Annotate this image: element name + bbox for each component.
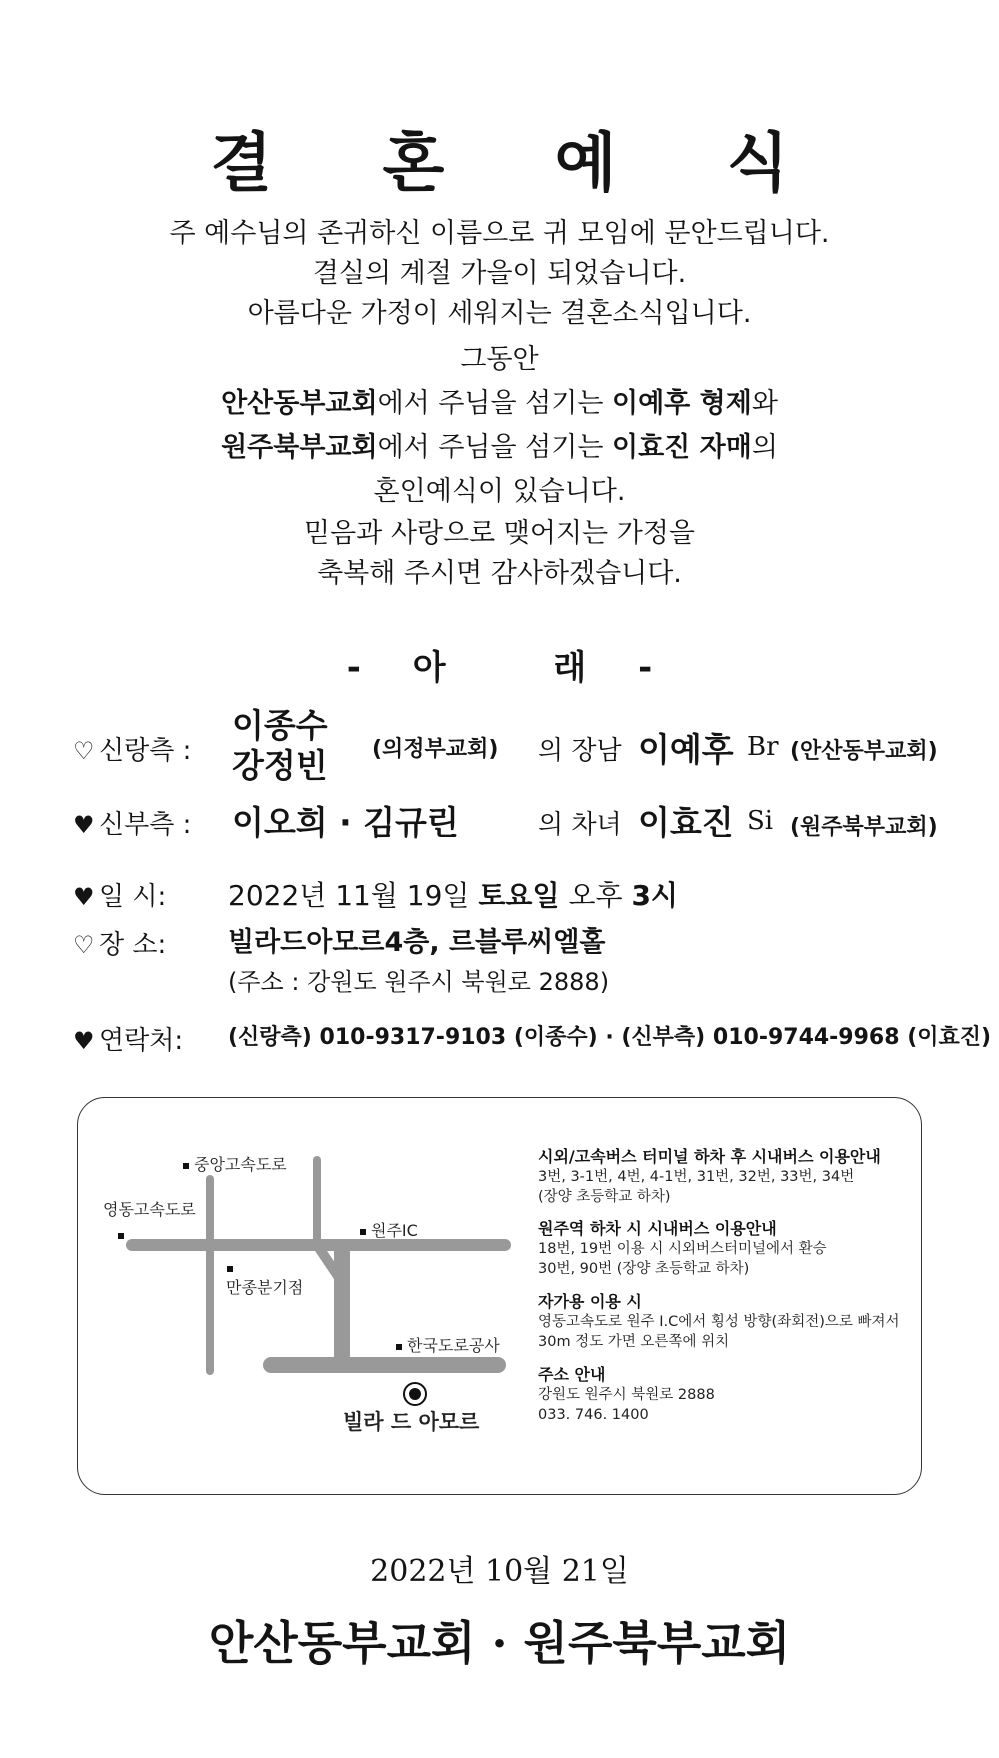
bride-name: 이효진 자매 bbox=[612, 432, 752, 463]
wedding-day: 토요일 bbox=[478, 879, 560, 912]
notice-char: 래 bbox=[553, 648, 587, 688]
directions-heading: 주소 안내 bbox=[538, 1365, 606, 1384]
bride-title: Si bbox=[747, 806, 774, 836]
map-label-text: 한국도로공사 bbox=[407, 1336, 500, 1355]
directions-heading: 자가용 이용 시 bbox=[538, 1292, 642, 1311]
place-label bbox=[73, 924, 166, 961]
body-text-fragment: 에서 주님을 섬기는 bbox=[377, 432, 612, 463]
directions-line: 30번, 90번 (장양 초등학교 하차) bbox=[538, 1261, 750, 1277]
bride-church: (원주북부교회) bbox=[790, 815, 938, 840]
map-dot-icon bbox=[183, 1163, 189, 1169]
body-line-4: 혼인예식이 있습니다. bbox=[373, 476, 626, 507]
groom-church: 안산동부교회 bbox=[221, 388, 378, 419]
map-dot-icon bbox=[118, 1225, 129, 1244]
directions-heading: 시외/고속버스 터미널 하차 후 시내버스 이용안내 bbox=[538, 1147, 881, 1166]
bride-label-text: 신부측 : bbox=[99, 810, 192, 840]
groom-mother: 강정빈 bbox=[232, 746, 328, 785]
directions-line: 3번, 3-1번, 4번, 4-1번, 31번, 32번, 33번, 34번 bbox=[538, 1169, 855, 1185]
map-label-korea-ex bbox=[396, 1333, 500, 1356]
groom-label-text: 신랑측 : bbox=[99, 736, 192, 766]
map-label-manjong: 만종분기점 bbox=[226, 1278, 304, 1297]
bride-label bbox=[73, 804, 191, 841]
intro-line: 결실의 계절 가을이 되었습니다. bbox=[312, 258, 687, 289]
heart-outline-icon: ♡ bbox=[73, 737, 95, 765]
directions-line: 18번, 19번 이용 시 시외버스터미널에서 환승 bbox=[538, 1241, 827, 1257]
body-line-3 bbox=[0, 426, 999, 470]
heart-filled-icon: ♥ bbox=[73, 811, 95, 839]
directions-heading: 원주역 하차 시 시내버스 이용안내 bbox=[538, 1219, 777, 1238]
datetime-label-text: 일 시: bbox=[99, 882, 167, 912]
contact-label-text: 연락처: bbox=[99, 1026, 184, 1056]
blessing bbox=[0, 514, 999, 594]
datetime-value bbox=[228, 874, 678, 914]
directions-train bbox=[538, 1219, 827, 1279]
intro bbox=[0, 214, 999, 334]
groom-parent-church: (의정부교회) bbox=[372, 737, 499, 762]
notice-dash: - bbox=[346, 648, 361, 688]
place-label-text: 장 소: bbox=[99, 930, 167, 960]
wedding-date: 2022년 11월 19일 bbox=[228, 879, 470, 912]
bride-church: 원주북부교회 bbox=[221, 432, 378, 463]
groom-label bbox=[73, 730, 191, 767]
body-line-2 bbox=[0, 382, 999, 426]
map-label-wonju-ic bbox=[360, 1218, 418, 1241]
groom-father: 이종수 bbox=[232, 706, 328, 745]
venue-address: (주소 : 강원도 원주시 북원로 2888) bbox=[228, 968, 610, 996]
directions-car bbox=[538, 1292, 900, 1352]
heart-filled-icon: ♥ bbox=[73, 1027, 95, 1055]
map-label-text: 중앙고속도로 bbox=[194, 1155, 287, 1174]
contact-numbers: (신랑측) 010-9317-9103 (이종수) · (신부측) 010-9744-9968 (이효진) bbox=[228, 1025, 992, 1050]
venue-marker-dot bbox=[409, 1388, 421, 1400]
groom-parents bbox=[232, 706, 328, 786]
body-text-fragment: 에서 주님을 섬기는 bbox=[377, 388, 612, 419]
blessing-line: 믿음과 사랑으로 맺어지는 가정을 bbox=[304, 518, 695, 549]
notice-heading bbox=[0, 640, 999, 689]
directions-line: 영동고속도로 원주 I.C에서 횡성 방향(좌회전)으로 빠져서 bbox=[538, 1314, 900, 1330]
page-title: 결 혼 예 식 bbox=[210, 126, 833, 201]
map-label-central bbox=[183, 1152, 287, 1175]
notice-dash: - bbox=[638, 648, 653, 688]
directions-line: 강원도 원주시 북원로 2888 bbox=[538, 1387, 715, 1403]
body-text bbox=[0, 338, 999, 514]
notice-char: 아 bbox=[412, 648, 446, 688]
map-label-venue: 빌라 드 아모르 bbox=[343, 1410, 480, 1434]
heart-filled-icon: ♥ bbox=[73, 883, 95, 911]
groom-name: 이예후 bbox=[638, 730, 734, 769]
directions-bus bbox=[538, 1147, 881, 1207]
map-dot-icon bbox=[360, 1229, 366, 1235]
map-label-yeongdong: 영동고속도로 bbox=[103, 1200, 196, 1219]
body-text-fragment: 의 bbox=[751, 432, 778, 463]
directions-line: (장양 초등학교 하차) bbox=[538, 1189, 671, 1205]
map-dot-icon bbox=[396, 1344, 402, 1350]
directions-address bbox=[538, 1365, 715, 1425]
intro-line: 주 예수님의 존귀하신 이름으로 귀 모임에 문안드립니다. bbox=[169, 218, 830, 249]
heart-outline-icon: ♡ bbox=[73, 931, 95, 959]
bride-parents: 이오희 · 김규린 bbox=[232, 803, 459, 842]
directions-line: 033. 746. 1400 bbox=[538, 1407, 649, 1423]
blessing-line: 축복해 주시면 감사하겠습니다. bbox=[317, 558, 682, 589]
venue-name: 빌라드아모르4층, 르블루씨엘홀 bbox=[228, 927, 606, 958]
contact-label bbox=[73, 1020, 183, 1057]
groom-relation: 의 장남 bbox=[538, 736, 622, 766]
directions-line: 30m 정도 가면 오른쪽에 위치 bbox=[538, 1334, 730, 1350]
map-label-text: 원주IC bbox=[371, 1221, 418, 1240]
datetime-label bbox=[73, 876, 166, 913]
wedding-ampm: 오후 bbox=[568, 879, 623, 912]
groom-church: (안산동부교회) bbox=[790, 739, 938, 764]
issue-date: 2022년 10월 21일 bbox=[370, 1554, 629, 1589]
groom-name: 이예후 형제 bbox=[612, 388, 752, 419]
bride-name: 이효진 bbox=[638, 803, 734, 842]
bride-relation: 의 차녀 bbox=[538, 810, 622, 840]
body-line-1: 그동안 bbox=[460, 344, 539, 375]
wedding-time: 3시 bbox=[631, 879, 678, 912]
body-text-fragment: 와 bbox=[751, 388, 778, 419]
intro-line: 아름다운 가정이 세워지는 결혼소식입니다. bbox=[247, 298, 752, 329]
groom-title: Br bbox=[747, 732, 779, 762]
footer-churches: 안산동부교회 · 원주북부교회 bbox=[208, 1616, 791, 1670]
